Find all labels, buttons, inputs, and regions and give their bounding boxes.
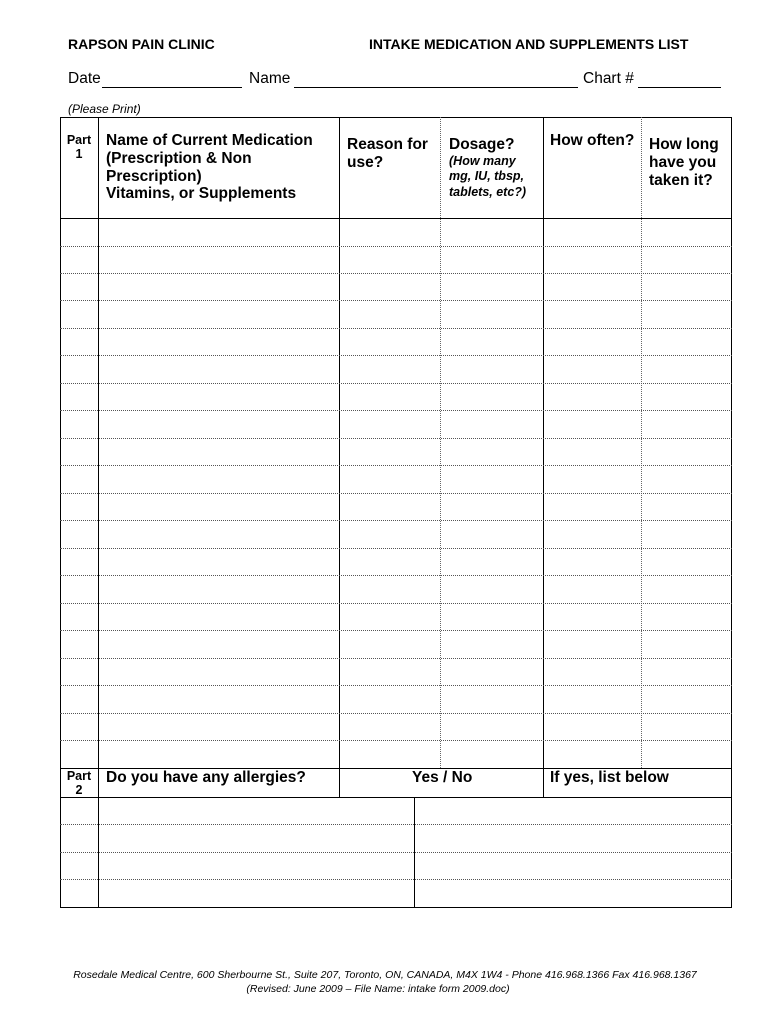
table-row[interactable]: [60, 300, 732, 301]
table-row[interactable]: [60, 465, 732, 466]
footer-address: Rosedale Medical Centre, 600 Sherbourne St., Suite 207, Toronto, ON, CANADA, M4X 1W4 - Phone 416.968.1366 Fax 416.968.1367: [73, 969, 697, 981]
table-top-border: [60, 117, 732, 118]
table-row[interactable]: [60, 493, 732, 494]
dosage-column-divider: [543, 117, 544, 797]
date-field[interactable]: [102, 87, 242, 88]
chart-number-field[interactable]: [638, 87, 721, 88]
header-row-border: [60, 218, 732, 219]
col-header-reason: Reason for use?: [347, 136, 428, 171]
part2-label: Part 2: [66, 769, 92, 798]
name-field[interactable]: [294, 87, 578, 88]
dosage-hint: (How many mg, IU, tbsp, tablets, etc?): [449, 153, 527, 200]
part2-header-border: [60, 797, 732, 798]
col-header-how-often: How often?: [550, 132, 635, 149]
clinic-name: RAPSON PAIN CLINIC: [68, 36, 215, 52]
table-row[interactable]: [60, 713, 732, 714]
table-row[interactable]: [60, 438, 732, 439]
name-label: Name: [249, 70, 291, 87]
table-row[interactable]: [60, 575, 732, 576]
table-row[interactable]: [60, 355, 732, 356]
table-row[interactable]: [60, 630, 732, 631]
table-row[interactable]: [60, 383, 732, 384]
allergies-question: Do you have any allergies?: [106, 769, 306, 786]
table-row[interactable]: [60, 273, 732, 274]
table-row[interactable]: [60, 328, 732, 329]
table-bottom-border: [60, 907, 732, 908]
date-label: Date: [68, 70, 101, 87]
please-print-note: (Please Print): [68, 102, 141, 116]
table-row[interactable]: [60, 603, 732, 604]
form-title: INTAKE MEDICATION AND SUPPLEMENTS LIST: [369, 36, 689, 52]
table-row[interactable]: [60, 740, 732, 741]
part-column-divider: [98, 117, 99, 908]
name-column-divider: [339, 117, 340, 797]
table-right-border: [731, 117, 732, 908]
allergies-list-prompt: If yes, list below: [550, 769, 669, 786]
chart-label: Chart #: [583, 70, 634, 87]
col-header-medication-name: Name of Current Medication (Prescription & Non Prescription) Vitamins, or Supplements: [106, 132, 313, 203]
table-row[interactable]: [60, 410, 732, 411]
table-row[interactable]: [60, 246, 732, 247]
table-row[interactable]: [60, 852, 732, 853]
table-row[interactable]: [60, 658, 732, 659]
footer-revision: (Revised: June 2009 – File Name: intake form 2009.doc): [246, 982, 510, 995]
table-row[interactable]: [60, 520, 732, 521]
part1-label: Part 1: [66, 133, 92, 162]
table-row[interactable]: [60, 879, 732, 880]
often-column-divider: [641, 117, 642, 768]
allergies-yes-no[interactable]: Yes / No: [412, 769, 473, 786]
table-row[interactable]: [60, 548, 732, 549]
table-row[interactable]: [60, 685, 732, 686]
table-row[interactable]: [60, 824, 732, 825]
patient-info-fields: [68, 70, 728, 90]
medication-table: [60, 117, 732, 908]
footer: [0, 969, 770, 996]
reason-column-divider: [440, 117, 441, 768]
col-header-how-long: How long have you taken it?: [649, 136, 719, 189]
col-header-dosage: Dosage? (How many mg, IU, tbsp, tablets, etc?): [449, 136, 527, 200]
